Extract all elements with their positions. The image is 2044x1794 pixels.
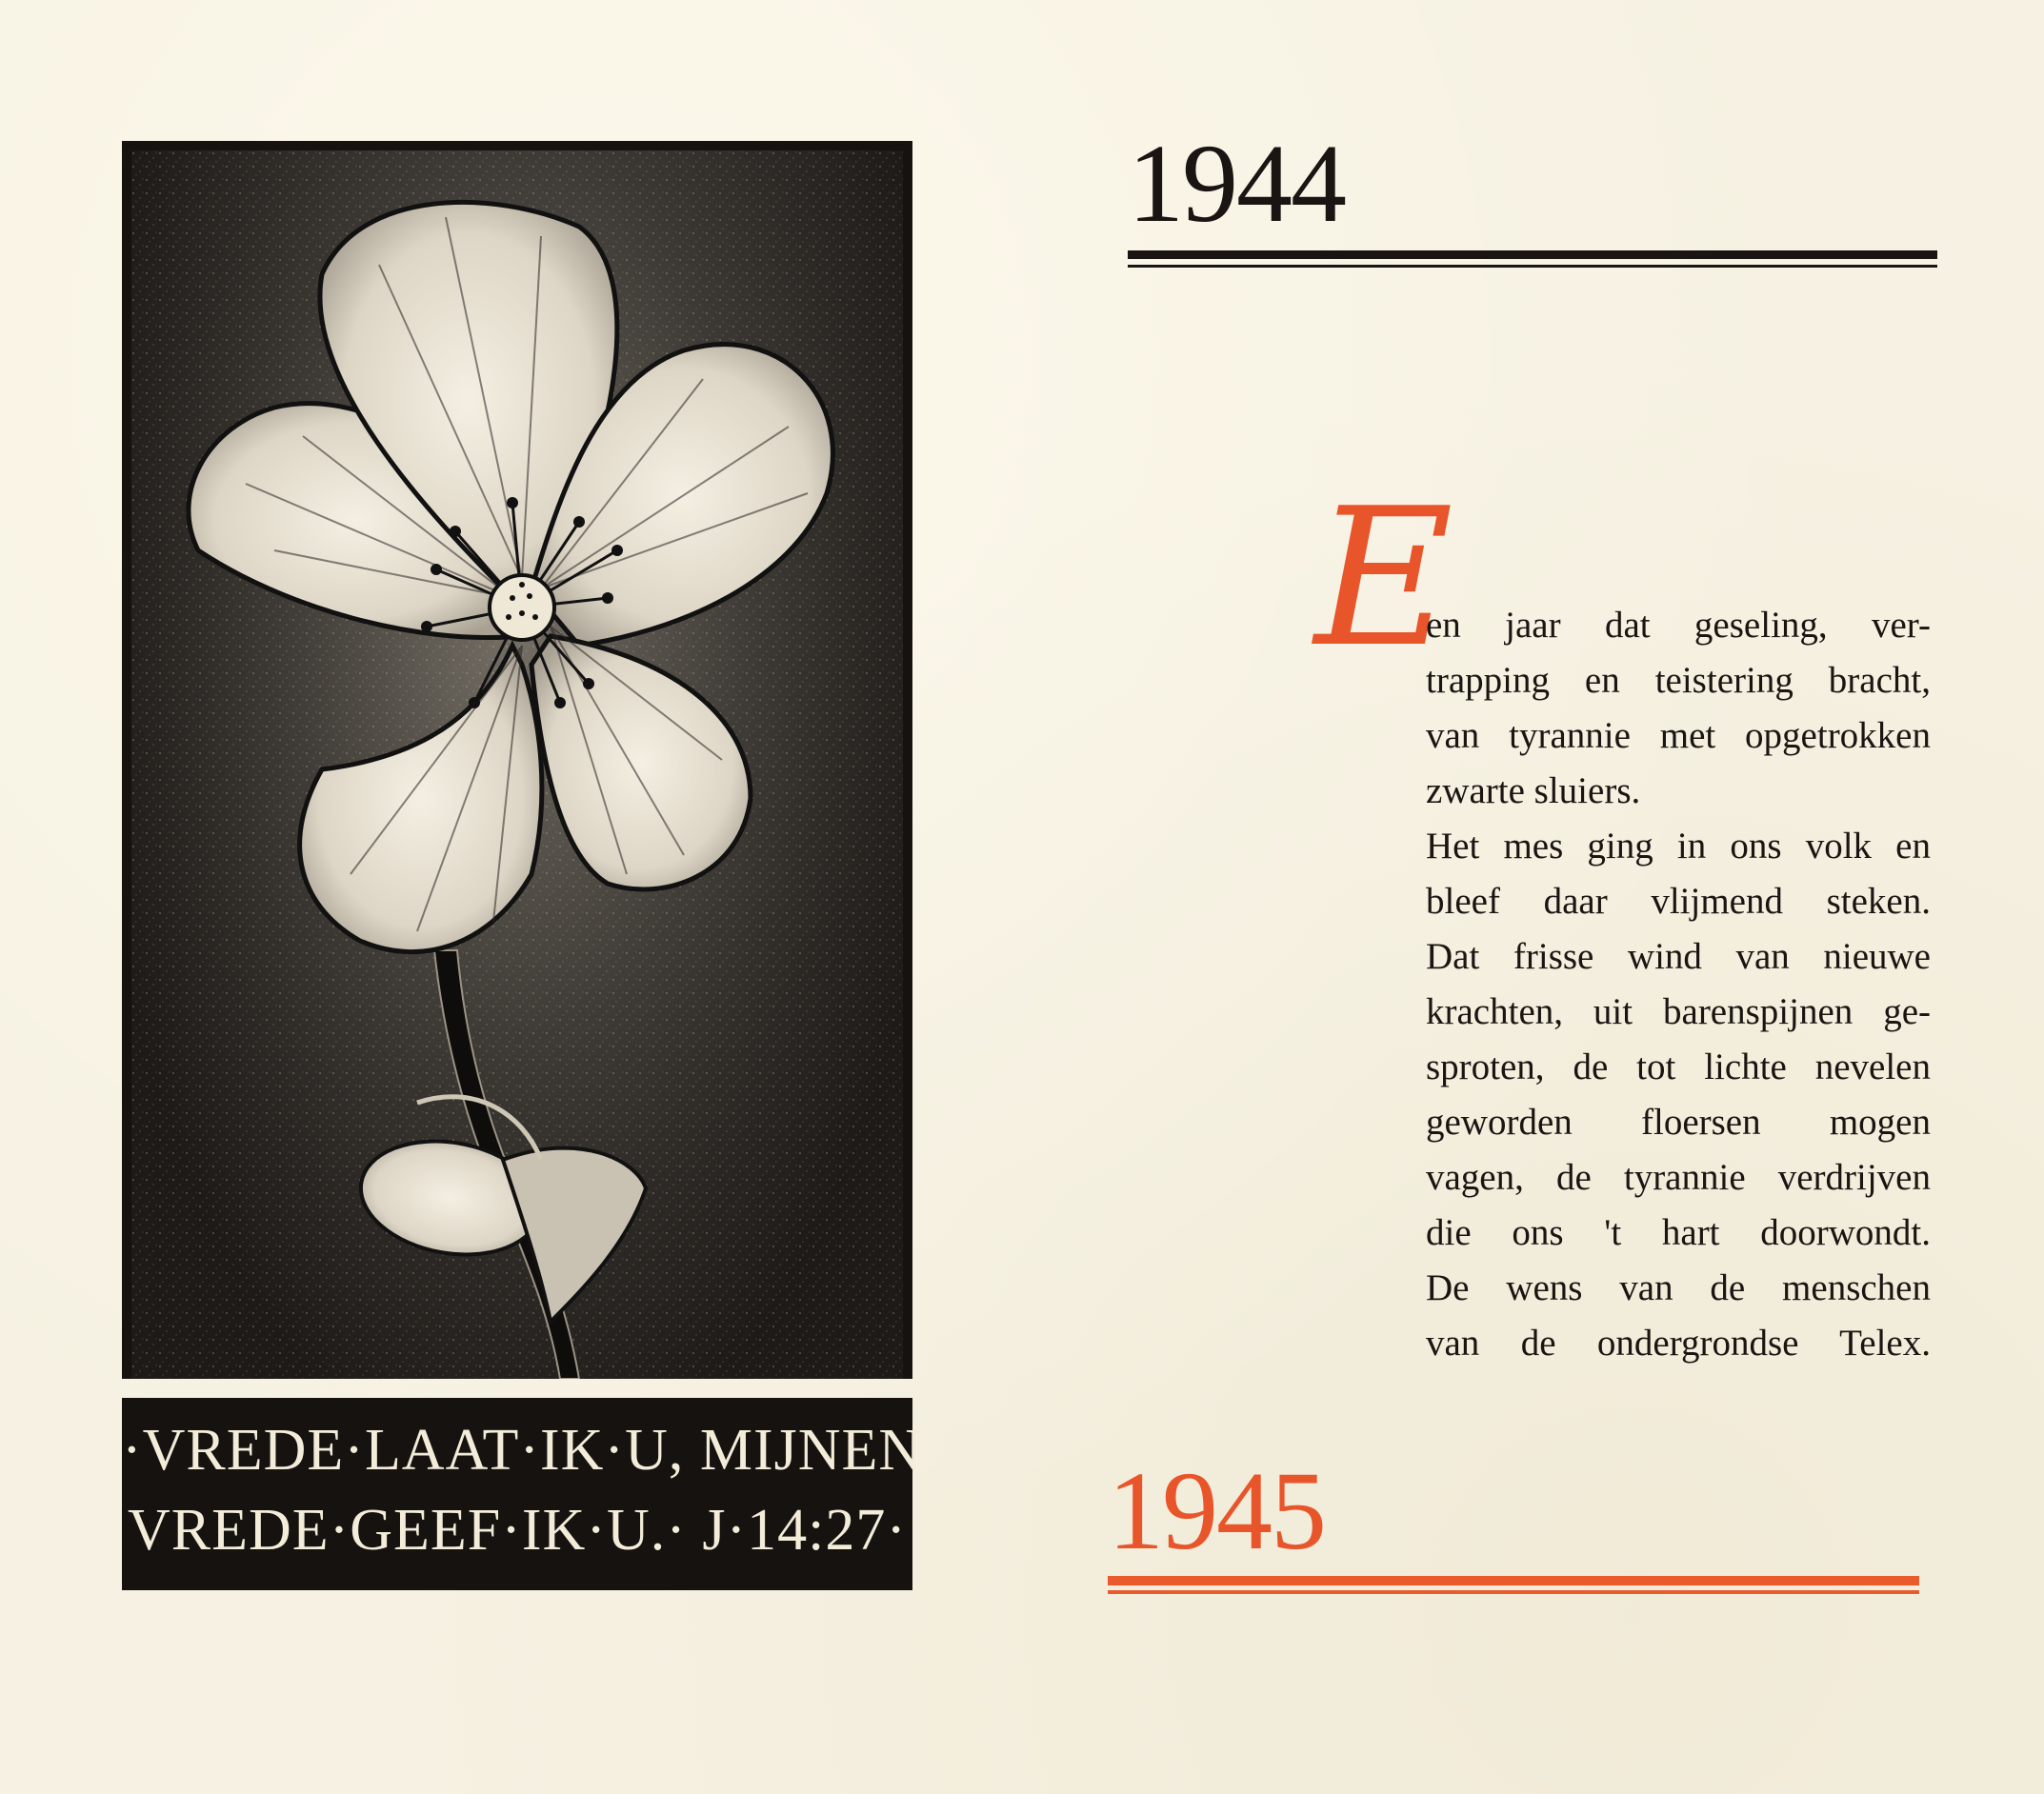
poem-line: Dat frisse wind van nieuwe: [1426, 936, 1931, 977]
poem-line: geworden floersen mogen: [1426, 1102, 1931, 1143]
poem-line: De wens van de menschen: [1426, 1267, 1931, 1308]
bottom-rule-thin: [1108, 1590, 1919, 1594]
poem-line: trapping en teistering bracht,: [1426, 660, 1931, 701]
poem-line: Het mes ging in ons volk en: [1426, 826, 1931, 867]
poem-line: zwarte sluiers.: [1426, 770, 1641, 811]
poem-line: die ons 't hart doorwondt.: [1426, 1212, 1931, 1253]
poem-text-block: [1426, 598, 1931, 1371]
year-1945-heading: 1945: [1108, 1448, 1325, 1573]
woodcut-frame: [122, 141, 912, 1379]
caption-line-2: VREDE·GEEF·IK·U.· J·14:27·: [127, 1498, 908, 1563]
poem-line: en jaar dat geseling, ver-: [1426, 605, 1931, 646]
drop-cap-letter: E: [1314, 468, 1453, 689]
year-1944-heading: 1944: [1128, 121, 1345, 246]
poem-line: vagen, de tyrannie verdrijven: [1426, 1157, 1931, 1198]
bottom-rule-thick: [1108, 1576, 1919, 1585]
poem-line: bleef daar vlijmend steken.: [1426, 881, 1931, 922]
top-rule-thin: [1128, 265, 1937, 268]
poem-line: van tyrannie met opgetrokken: [1426, 715, 1931, 756]
poem-line: sproten, de tot lichte nevelen: [1426, 1046, 1931, 1087]
top-rule-thick: [1128, 250, 1937, 259]
poem-line: van de ondergrondse Telex.: [1426, 1323, 1931, 1364]
caption-line-1: ·VREDE·LAAT·IK·U, MIJNEN: [122, 1418, 923, 1483]
scripture-caption-box: [122, 1398, 923, 1590]
flower-woodcut-icon: [131, 150, 903, 1379]
poem-line: krachten, uit barenspijnen ge-: [1426, 991, 1931, 1032]
